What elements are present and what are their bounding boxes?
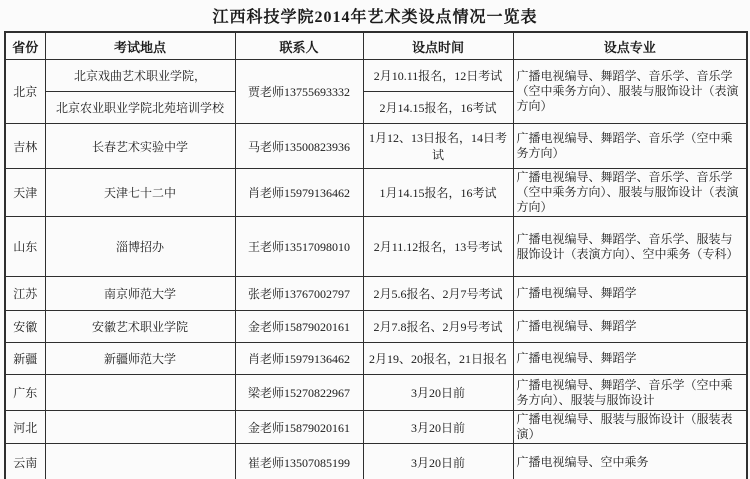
majors-cell: 广播电视编导、舞蹈学、音乐学、服装与服饰设计（表演方向）、空中乘务（专科） [513,217,747,277]
majors-cell: 广播电视编导、舞蹈学、音乐学、音乐学（空中乘务方向）、服装与服饰设计（表演方向） [513,169,747,217]
time-cell: 2月10.11报名，12日考试 [363,60,513,92]
location-cell: 长春艺术实验中学 [45,124,235,169]
time-cell: 2月14.15报名，16考试 [363,92,513,124]
location-cell [45,411,235,444]
table-row-jiangsu [5,277,747,311]
contact-cell: 肖老师15979136462 [235,169,363,217]
province-cell: 北京 [5,60,45,124]
location-cell: 北京农业职业学院北苑培训学校 [45,92,235,124]
province-cell: 云南 [5,444,45,479]
province-cell: 安徽 [5,311,45,343]
time-cell: 2月5.6报名、2月7号考试 [363,277,513,311]
time-cell: 3月20日前 [363,411,513,444]
table-row-tianjin [5,169,747,217]
majors-cell: 广播电视编导、服装与服饰设计（服装表演） [513,411,747,444]
table-row-hebei [5,411,747,444]
exam-sites-table [4,31,748,479]
province-cell: 天津 [5,169,45,217]
majors-cell: 广播电视编导、舞蹈学、音乐学（空中乘务方向） [513,124,747,169]
majors-cell: 广播电视编导、空中乘务 [513,444,747,479]
header-location: 考试地点 [45,32,235,60]
province-cell: 河北 [5,411,45,444]
table-row-xinjiang [5,343,747,375]
table-row-yunnan [5,444,747,479]
time-cell: 1月14.15报名，16考试 [363,169,513,217]
location-cell [45,375,235,411]
majors-cell: 广播电视编导、舞蹈学 [513,277,747,311]
majors-cell: 广播电视编导、舞蹈学、音乐学、音乐学（空中乘务方向）、服装与服饰设计（表演方向） [513,60,747,124]
contact-cell: 梁老师15270822967 [235,375,363,411]
location-cell [45,444,235,479]
majors-cell: 广播电视编导、舞蹈学、音乐学（空中乘务方向）、服装与服饰设计 [513,375,747,411]
header-province: 省份 [5,32,45,60]
page-title: 江西科技学院2014年艺术类设点情况一览表 [212,9,538,26]
header-time: 设点时间 [363,32,513,60]
province-cell: 山东 [5,217,45,277]
header-contact: 联系人 [235,32,363,60]
contact-cell: 王老师13517098010 [235,217,363,277]
province-cell: 新疆 [5,343,45,375]
location-cell: 安徽艺术职业学院 [45,311,235,343]
time-cell: 3月20日前 [363,375,513,411]
province-cell: 吉林 [5,124,45,169]
header-row [5,32,747,60]
time-cell: 2月11.12报名，13号考试 [363,217,513,277]
province-cell: 江苏 [5,277,45,311]
location-cell: 南京师范大学 [45,277,235,311]
contact-cell: 贾老师13755693332 [235,60,363,124]
contact-cell: 肖老师15979136462 [235,343,363,375]
time-cell: 1月12、13日报名，14日考试 [363,124,513,169]
time-cell: 3月20日前 [363,444,513,479]
location-cell: 新疆师范大学 [45,343,235,375]
contact-cell: 金老师15879020161 [235,311,363,343]
location-cell: 天津七十二中 [45,169,235,217]
majors-cell: 广播电视编导、舞蹈学 [513,343,747,375]
time-cell: 2月7.8报名、2月9号考试 [363,311,513,343]
majors-cell: 广播电视编导、舞蹈学 [513,311,747,343]
table-row-guangdong [5,375,747,411]
time-cell: 2月19、20报名，21日报名 [363,343,513,375]
contact-cell: 崔老师13507085199 [235,444,363,479]
location-cell: 北京戏曲艺术职业学院， [45,60,235,92]
table-row-anhui [5,311,747,343]
table-row-jilin [5,124,747,169]
location-cell: 淄博招办 [45,217,235,277]
province-cell: 广东 [5,375,45,411]
contact-cell: 张老师13767002797 [235,277,363,311]
table-row-beijing-1 [5,60,747,92]
header-majors: 设点专业 [513,32,747,60]
contact-cell: 马老师13500823936 [235,124,363,169]
contact-cell: 金老师15879020161 [235,411,363,444]
table-row-shandong [5,217,747,277]
